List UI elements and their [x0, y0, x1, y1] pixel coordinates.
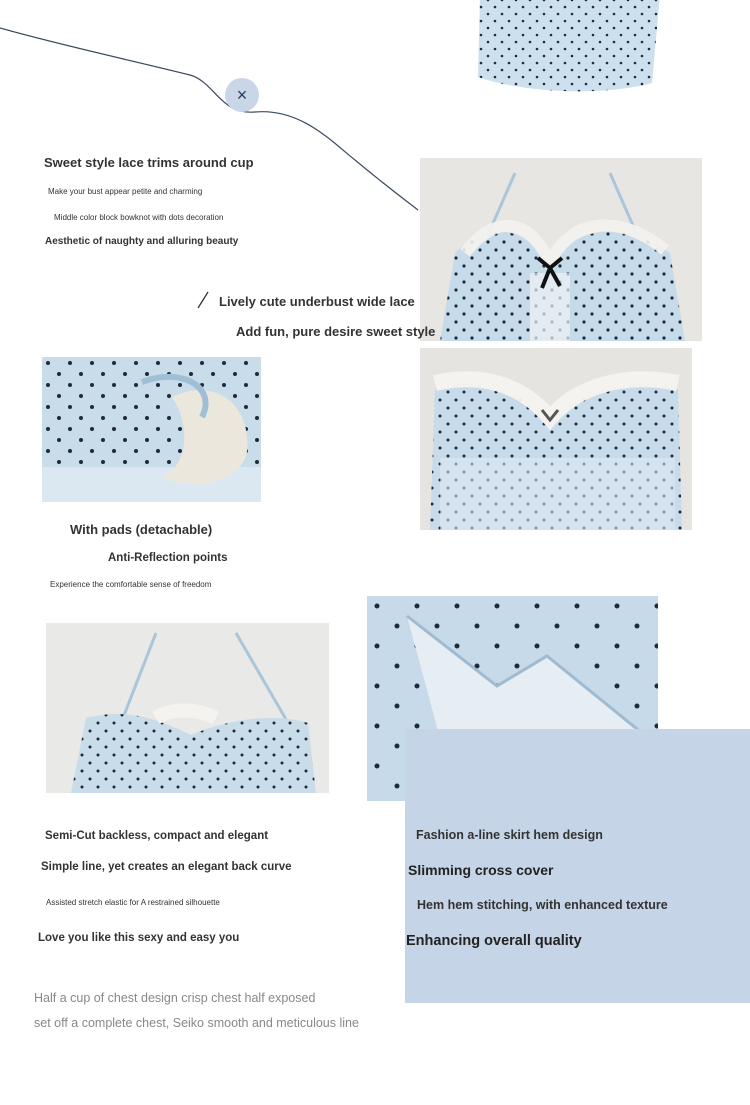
- section1-line3: Aesthetic of naughty and alluring beauty: [45, 236, 239, 247]
- section1-title: Sweet style lace trims around cup: [44, 155, 254, 170]
- product-photo-front-bow: [420, 158, 702, 341]
- section4-line3: Assisted stretch elastic for A restrained silhouette: [46, 898, 220, 907]
- footer-line2: set off a complete chest, Seiko smooth and meticulous line: [34, 1016, 359, 1030]
- section2-line1: Lively cute underbust wide lace: [219, 294, 415, 309]
- section4-line2: Simple line, yet creates an elegant back curve: [41, 861, 292, 873]
- section3-line2: Experience the comfortable sense of freedom: [50, 580, 212, 589]
- product-photo-back: [46, 623, 329, 793]
- section5-line4: Enhancing overall quality: [406, 933, 582, 949]
- section4-line1: Semi-Cut backless, compact and elegant: [45, 830, 269, 842]
- product-photo-pad: [42, 357, 261, 502]
- product-photo-hem-top: [470, 0, 665, 95]
- section5-line2: Slimming cross cover: [408, 862, 554, 878]
- slash-divider-icon: [196, 290, 210, 310]
- footer-line1: Half a cup of chest design crisp chest half exposed: [34, 991, 316, 1005]
- product-photo-front-lace: [420, 348, 692, 530]
- section5-line1: Fashion a-line skirt hem design: [416, 828, 603, 842]
- section1-line1: Make your bust appear petite and charming: [48, 187, 203, 196]
- section3-line1: Anti-Reflection points: [108, 552, 228, 564]
- section1-line2: Middle color block bowknot with dots decoration: [54, 213, 224, 222]
- close-icon: ×: [236, 85, 248, 105]
- section5-line3: Hem hem stitching, with enhanced texture: [417, 898, 668, 912]
- section2-line2: Add fun, pure desire sweet style: [236, 324, 436, 339]
- close-button[interactable]: [225, 78, 259, 112]
- section3-title: With pads (detachable): [70, 522, 213, 537]
- section4-line4: Love you like this sexy and easy you: [38, 932, 240, 944]
